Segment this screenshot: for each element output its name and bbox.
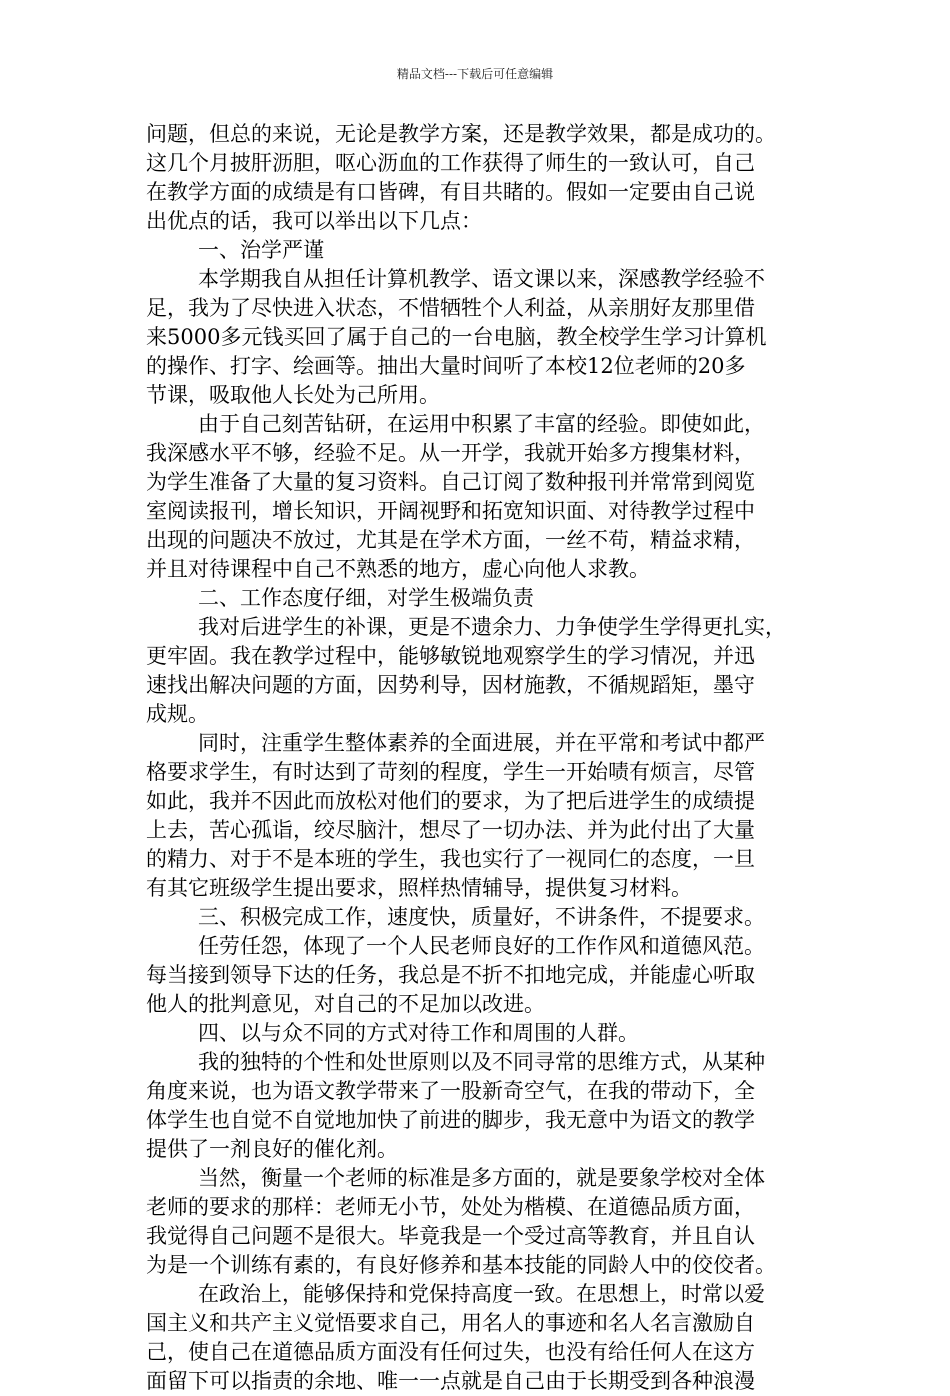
text-line: 我深感水平不够，经验不足。从一开学，我就开始多方搜集材料， — [146, 441, 755, 465]
text-line: 四、以与众不同的方式对待工作和周围的人群。 — [198, 1021, 639, 1045]
text-line: 面留下可以指责的余地、唯一一点就是自己由于长期受到各种浪漫 — [146, 1369, 755, 1393]
text-line: 任劳任怨，体现了一个人民老师良好的工作作风和道德风范。 — [198, 934, 765, 958]
text-line: 来5000多元钱买回了属于自己的一台电脑，教全校学生学习计算机 — [146, 325, 767, 349]
text-line: 体学生也自觉不自觉地加快了前进的脚步，我无意中为语文的教学 — [146, 1108, 755, 1132]
page-header: 精品文档---下载后可任意编辑 — [396, 67, 554, 81]
text-line: 由于自己刻苦钻研，在运用中积累了丰富的经验。即使如此， — [198, 412, 765, 436]
text-line: 同时，注重学生整体素养的全面进展，并在平常和考试中都严 — [198, 731, 765, 755]
text-line: 成规。 — [146, 702, 209, 726]
text-line: 的精力、对于不是本班的学生，我也实行了一视同仁的态度，一旦 — [146, 847, 755, 871]
text-line: 当然，衡量一个老师的标准是多方面的，就是要象学校对全体 — [198, 1166, 765, 1190]
text-line: 足，我为了尽快进入状态，不惜牺牲个人利益，从亲朋好友那里借 — [146, 296, 755, 320]
text-line: 一、治学严谨 — [198, 238, 324, 262]
text-line: 为是一个训练有素的，有良好修养和基本技能的同龄人中的佼佼者。 — [146, 1253, 776, 1277]
text-line: 为学生准备了大量的复习资料。自己订阅了数种报刊并常常到阅览 — [146, 470, 755, 494]
text-line: 出优点的话，我可以举出以下几点： — [146, 209, 482, 233]
text-line: 提供了一剂良好的催化剂。 — [146, 1137, 398, 1161]
text-line: 本学期我自从担任计算机教学、语文课以来，深感教学经验不 — [198, 267, 765, 291]
text-line: 更牢固。我在教学过程中，能够敏锐地观察学生的学习情况，并迅 — [146, 644, 755, 668]
text-line: 老师的要求的那样：老师无小节，处处为楷模、在道德品质方面， — [146, 1195, 755, 1219]
text-line: 如此，我并不因此而放松对他们的要求，为了把后进学生的成绩提 — [146, 789, 755, 813]
document-body — [146, 120, 810, 1396]
text-line: 在教学方面的成绩是有口皆碑，有目共睹的。假如一定要由自己说 — [146, 180, 755, 204]
text-line: 三、积极完成工作，速度快，质量好，不讲条件，不提要求。 — [198, 905, 765, 929]
text-line: 格要求学生，有时达到了苛刻的程度，学生一开始啧有烦言，尽管 — [146, 760, 755, 784]
text-line: 速找出解决问题的方面，因势利导，因材施教，不循规蹈矩，墨守 — [146, 673, 755, 697]
text-line: 我对后进学生的补课，更是不遗余力、力争使学生学得更扎实， — [198, 615, 786, 639]
text-line: 的操作、打字、绘画等。抽出大量时间听了本校12位老师的20多 — [146, 354, 746, 378]
text-line: 每当接到领导下达的任务，我总是不折不扣地完成，并能虚心听取 — [146, 963, 755, 987]
text-line: 并且对待课程中自己不熟悉的地方，虚心向他人求教。 — [146, 557, 650, 581]
text-line: 这几个月披肝沥胆，呕心沥血的工作获得了师生的一致认可，自己 — [146, 151, 755, 175]
text-line: 在政治上，能够保持和党保持高度一致。在思想上，时常以爱 — [198, 1282, 765, 1306]
text-line: 有其它班级学生提出要求，照样热情辅导，提供复习材料。 — [146, 876, 692, 900]
text-line: 国主义和共产主义觉悟要求自己，用名人的事迹和名人名言激励自 — [146, 1311, 755, 1335]
text-line: 他人的批判意见，对自己的不足加以改进。 — [146, 992, 545, 1016]
text-line: 出现的问题决不放过，尤其是在学术方面，一丝不苟，精益求精， — [146, 528, 755, 552]
text-line: 我觉得自己问题不是很大。毕竟我是一个受过高等教育，并且自认 — [146, 1224, 755, 1248]
text-line: 上去，苦心孤诣，绞尽脑汁，想尽了一切办法、并为此付出了大量 — [146, 818, 755, 842]
text-line: 节课，吸取他人长处为己所用。 — [146, 383, 440, 407]
text-line: 我的独特的个性和处世原则以及不同寻常的思维方式，从某种 — [198, 1050, 765, 1074]
text-line: 室阅读报刊，增长知识，开阔视野和拓宽知识面、对待教学过程中 — [146, 499, 755, 523]
text-line: 二、工作态度仔细，对学生极端负责 — [198, 586, 534, 610]
text-line: 己，使自己在道德品质方面没有任何过失，也没有给任何人在这方 — [146, 1340, 755, 1364]
text-line: 问题，但总的来说，无论是教学方案，还是教学效果，都是成功的。 — [146, 122, 776, 146]
text-line: 角度来说，也为语文教学带来了一股新奇空气，在我的带动下，全 — [146, 1079, 755, 1103]
